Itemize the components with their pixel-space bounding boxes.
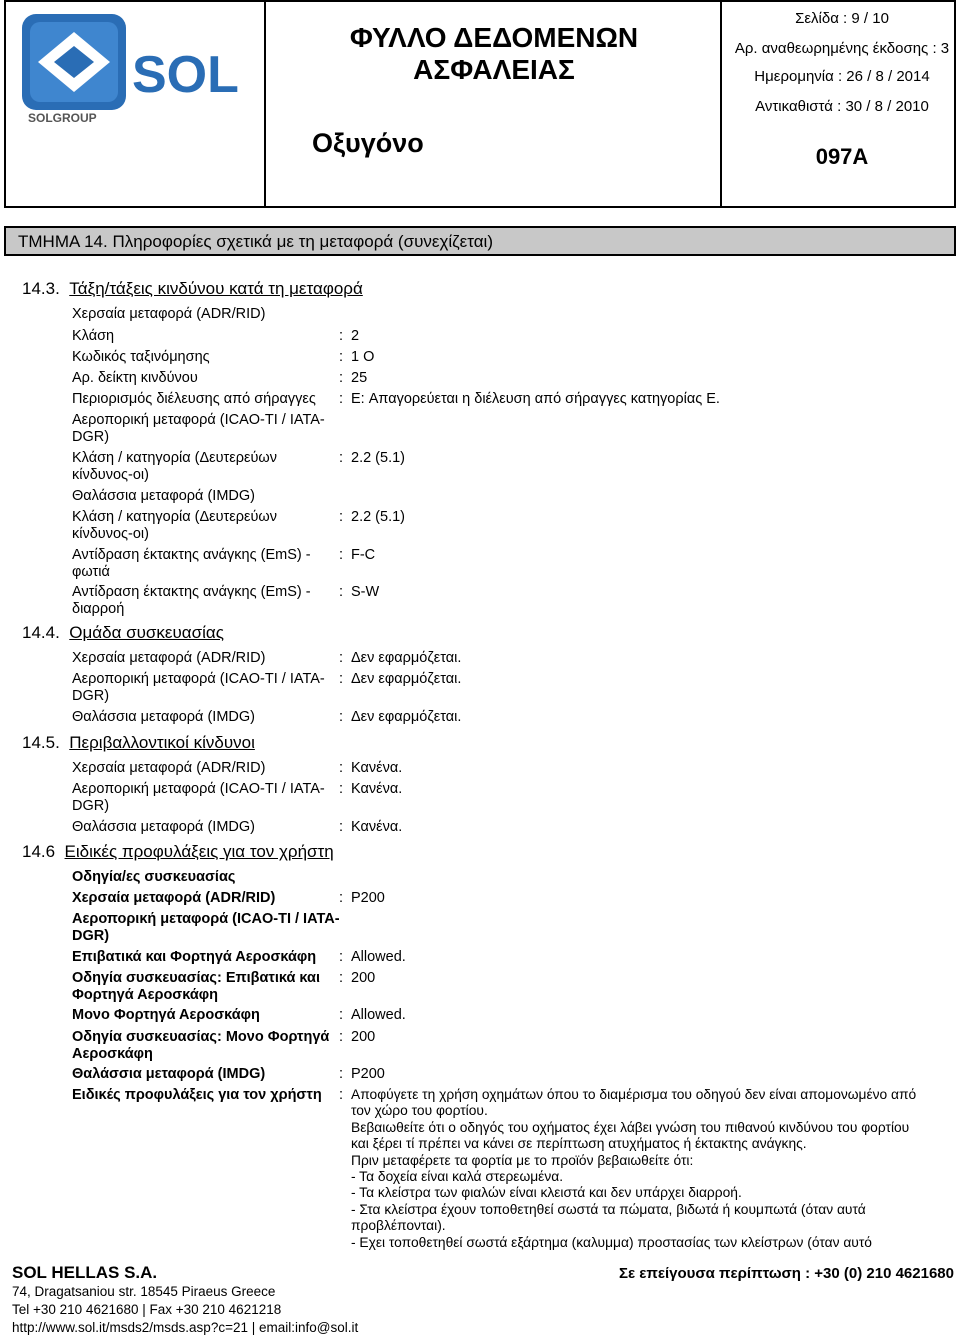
colon: :	[339, 547, 344, 563]
subsection-title: Ειδικές προφυλάξεις για τον χρήστη	[64, 842, 334, 861]
tunnel-restriction-value: E: Απαγορεύεται η διέλευση από σήραγγες κατηγορίας E.	[351, 391, 720, 407]
colon: :	[339, 949, 344, 965]
ems-spill-label: Αντίδραση έκτακτης ανάγκης (EmS) - διαρροή	[72, 584, 311, 617]
subsection-number: 14.3.	[22, 279, 60, 298]
classification-code-label: Κωδικός ταξινόμησης	[72, 349, 210, 365]
passenger-packing-value: 200	[351, 970, 376, 986]
text-line: προβλέπονται).	[351, 1218, 446, 1234]
subsection-title: Ομάδα συσκευασίας	[69, 623, 224, 642]
document-title: ΦΥΛΛΟ ΔΕΔΟΜΕΝΩΝ ΑΣΦΑΛΕΙΑΣ	[349, 22, 639, 85]
colon: :	[339, 509, 344, 525]
air-class-label: Κλάση / κατηγορία (Δευτερεύων κίνδυνος-οι)	[72, 450, 277, 483]
sea-label: Θαλάσσια μεταφορά (IMDG)	[72, 1066, 266, 1082]
air-value: Δεν εφαρμόζεται.	[351, 671, 462, 687]
text-line: Αποφύγετε τη χρήση οχημάτων όπου το διαμέρισμα του οδηγού δεν είναι απομονωμένο από	[351, 1087, 917, 1102]
text-line: Πριν μεταφέρετε τα φορτία με το προϊόν βεβαιωθείτε ότι:	[351, 1152, 694, 1168]
colon: :	[339, 970, 344, 986]
page-number: Σελίδα : 9 / 10	[795, 10, 889, 27]
class-label: Κλάση	[72, 328, 115, 344]
colon: :	[339, 709, 344, 725]
packing-heading: Οδηγία/ες συσκευασίας	[72, 869, 236, 885]
colon: :	[339, 819, 344, 835]
sea-value: Δεν εφαρμόζεται.	[351, 709, 462, 725]
product-name: Οξυγόνο	[312, 128, 424, 158]
colon: :	[339, 450, 344, 466]
emergency-phone: Σε επείγουσα περίπτωση : +30 (0) 210 4621680	[618, 1265, 954, 1282]
colon: :	[339, 760, 344, 776]
sea-heading: Θαλάσσια μεταφορά (IMDG)	[72, 488, 255, 504]
svg-text:SOLGROUP: SOLGROUP	[28, 111, 97, 124]
hazard-number-value: 25	[351, 370, 368, 386]
adr-value: Κανένα.	[351, 760, 403, 776]
colon: :	[339, 650, 344, 666]
cargo-aircraft-value: Allowed.	[351, 1007, 406, 1023]
colon: :	[339, 671, 344, 687]
adr-heading: Χερσαία μεταφορά (ADR/RID)	[72, 306, 266, 322]
sol-logo	[20, 12, 252, 124]
subsection-14-3-heading	[22, 279, 363, 299]
colon: :	[339, 328, 344, 344]
issue-date: Ημερομηνία : 26 / 8 / 2014	[754, 68, 930, 85]
text-line: - Τα κλείστρα των φιαλών είναι κλειστά και δεν υπάρχει διαρροή.	[351, 1185, 742, 1201]
adr-value: P200	[351, 890, 385, 906]
class-value: 2	[351, 328, 360, 344]
cargo-aircraft-label: Μονο Φορτηγά Αεροσκάφη	[72, 1007, 260, 1023]
air-heading: Αεροπορική μεταφορά (ICAO-TI / IATA-DGR)	[72, 412, 325, 445]
air-label: Αεροπορική μεταφορά (ICAO-TI / IATA-DGR)	[72, 781, 325, 814]
adr-label: Χερσαία μεταφορά (ADR/RID)	[72, 650, 266, 666]
colon: :	[339, 890, 344, 906]
sea-label: Θαλάσσια μεταφορά (IMDG)	[72, 819, 255, 835]
footer-web-link[interactable]: http://www.sol.it/msds2/msds.asp?c=21 | email:info@sol.it	[12, 1320, 359, 1335]
adr-value: Δεν εφαρμόζεται.	[351, 650, 462, 666]
cargo-packing-value: 200	[351, 1029, 376, 1045]
passenger-packing-label: Οδηγία συσκευασίας: Επιβατικά και Φορτηγά Αεροσκάφη	[72, 970, 320, 1003]
revision-number: Αρ. αναθεωρημένης έκδοσης : 3	[734, 40, 950, 57]
subsection-14-6-heading	[22, 842, 334, 862]
text-line: Βεβαιωθείτε ότι ο οδηγός του οχήματος έχει λάβει γνώση του πιθανού κινδύνου του φορτίου	[351, 1119, 910, 1135]
cargo-packing-label: Οδηγία συσκευασίας: Μονο Φορτηγά Αεροσκάφη	[72, 1029, 330, 1062]
adr-label: Χερσαία μεταφορά (ADR/RID)	[72, 760, 266, 776]
colon: :	[339, 391, 344, 407]
colon: :	[339, 370, 344, 386]
passenger-aircraft-value: Allowed.	[351, 949, 406, 965]
ems-fire-label: Αντίδραση έκτακτης ανάγκης (EmS) - φωτιά	[72, 547, 311, 580]
product-code: 097A	[815, 144, 869, 169]
tunnel-restriction-label: Περιορισμός διέλευσης από σήραγγες	[72, 391, 316, 407]
subsection-title: Περιβαλλοντικοί κίνδυνοι	[69, 733, 255, 752]
hazard-number-label: Αρ. δείκτη κινδύνου	[72, 370, 198, 386]
colon: :	[339, 1066, 344, 1082]
sea-label: Θαλάσσια μεταφορά (IMDG)	[72, 709, 255, 725]
footer-address: 74, Dragatsaniou str. 18545 Piraeus Greece	[12, 1284, 276, 1299]
subsection-14-4-heading	[22, 623, 224, 643]
colon: :	[339, 1029, 344, 1045]
passenger-aircraft-label: Επιβατικά και Φορτηγά Αεροσκάφη	[72, 949, 317, 965]
air-value: Κανένα.	[351, 781, 403, 797]
special-precautions-text	[351, 1087, 951, 1251]
sea-value: P200	[351, 1066, 385, 1082]
air-heading: Αεροπορική μεταφορά (ICAO-TI / IATA-DGR)	[72, 911, 340, 944]
text-line: - Στα κλείστρα έχουν τοποθετηθεί σωστά τα πώματα, βιδωτά ή κουμπωτά (όταν αυτά	[351, 1201, 866, 1217]
classification-code-value: 1 O	[351, 349, 375, 365]
colon: :	[339, 781, 344, 797]
text-line: τον χώρο του φορτίου.	[351, 1103, 488, 1119]
air-class-value: 2.2 (5.1)	[351, 450, 405, 466]
divider	[264, 2, 266, 208]
text-line: και ξέρει τί πρέπει να κάνει σε περίπτωση ατυχήματος ή έκτακτης ανάγκης.	[351, 1136, 807, 1152]
section-title: ΤΜΗΜΑ 14. Πληροφορίες σχετικά με τη μεταφορά (συνεχίζεται)	[4, 226, 956, 256]
text-line: - Τα δοχεία είναι καλά στερεωμένα.	[351, 1169, 564, 1185]
subsection-number: 14.6	[22, 842, 56, 861]
special-precautions-label: Ειδικές προφυλάξεις για τον χρήστη	[72, 1087, 322, 1103]
header	[4, 0, 956, 208]
replaces-date: Αντικαθιστά : 30 / 8 / 2010	[755, 98, 929, 115]
ems-spill-value: S-W	[351, 584, 380, 600]
subsection-number: 14.4.	[22, 623, 60, 642]
text-line: - Εχει τοποθετηθεί σωστά εξάρτημα (καλυμμα) προστασίας των κλείστρων (όταν αυτό	[351, 1234, 872, 1250]
air-label: Αεροπορική μεταφορά (ICAO-TI / IATA-DGR)	[72, 671, 325, 704]
footer-company: SOL HELLAS S.A.	[12, 1263, 158, 1282]
sea-class-value: 2.2 (5.1)	[351, 509, 405, 525]
logo-text: SOL	[132, 46, 239, 104]
subsection-number: 14.5.	[22, 733, 60, 752]
subsection-title: Τάξη/τάξεις κινδύνου κατά τη μεταφορά	[69, 279, 363, 298]
ems-fire-value: F-C	[351, 547, 376, 563]
colon: :	[339, 349, 344, 365]
divider	[720, 2, 722, 208]
colon: :	[339, 584, 344, 600]
footer-phones: Tel +30 210 4621680 | Fax +30 210 4621218	[12, 1302, 282, 1317]
adr-label: Χερσαία μεταφορά (ADR/RID)	[72, 890, 276, 906]
sea-class-label: Κλάση / κατηγορία (Δευτερεύων κίνδυνος-οι)	[72, 509, 277, 542]
subsection-14-5-heading	[22, 733, 255, 753]
colon: :	[339, 1087, 344, 1103]
colon: :	[339, 1007, 344, 1023]
sea-value: Κανένα.	[351, 819, 403, 835]
